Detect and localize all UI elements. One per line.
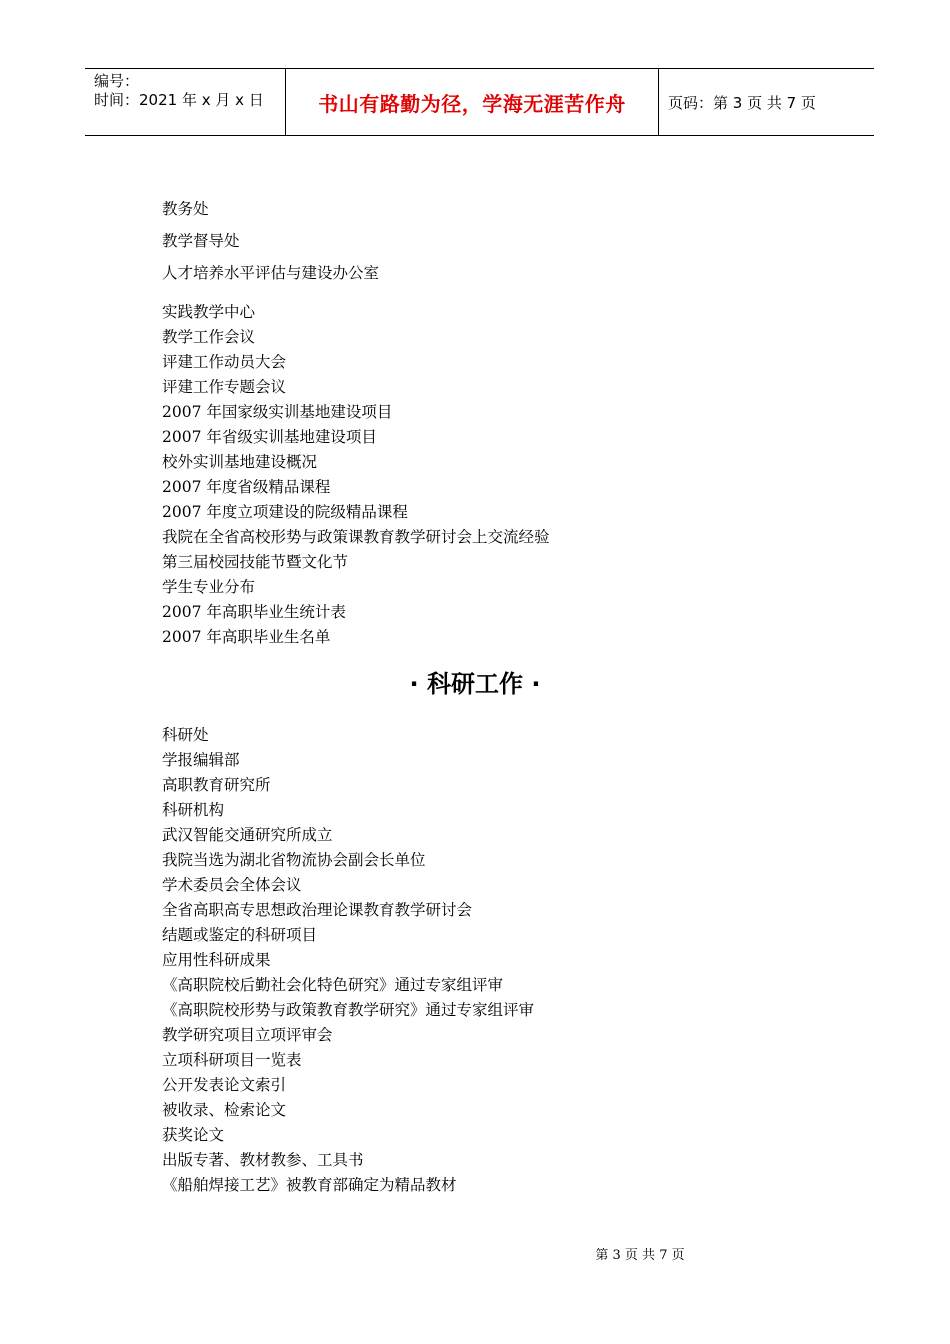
list-item: 2007 年度省级精品课程 (162, 478, 331, 496)
header-meta (85, 69, 286, 135)
list-item: 教学工作会议 (162, 328, 256, 346)
list-item: 获奖论文 (162, 1126, 225, 1144)
list-item: 2007 年高职毕业生统计表 (162, 603, 346, 621)
list-item: 2007 年省级实训基地建设项目 (162, 428, 377, 446)
list-item: 《高职院校后勤社会化特色研究》通过专家组评审 (162, 976, 504, 994)
section-title-research: · 科研工作 · (409, 670, 541, 698)
list-item: 2007 年高职毕业生名单 (162, 628, 331, 646)
list-item: 武汉智能交通研究所成立 (162, 826, 333, 844)
header-page-info: 页码：第 3 页 共 7 页 (668, 93, 816, 112)
list-item: 人才培养水平评估与建设办公室 (162, 264, 380, 282)
list-item: 被收录、检索论文 (162, 1101, 287, 1119)
page-footer: 第 3 页 共 7 页 (595, 1248, 685, 1263)
list-item: 2007 年度立项建设的院级精品课程 (162, 503, 408, 521)
list-item: 科研机构 (162, 801, 225, 819)
list-item: 我院当选为湖北省物流协会副会长单位 (162, 851, 426, 869)
list-item: 教学督导处 (162, 232, 240, 250)
list-item: 公开发表论文索引 (162, 1076, 287, 1094)
list-item: 《船舶焊接工艺》被教育部确定为精品教材 (162, 1176, 457, 1194)
list-item: 全省高职高专思想政治理论课教育教学研讨会 (162, 901, 473, 919)
list-item: 应用性科研成果 (162, 951, 271, 969)
time-label: 时间：2021 年 x 月 x 日 (94, 91, 264, 109)
research-list (162, 723, 534, 1198)
list-item: 第三届校园技能节暨文化节 (162, 553, 349, 571)
list-item: 科研处 (162, 726, 209, 744)
header-motto: 书山有路勤为径，学海无涯苦作舟 (286, 69, 659, 135)
list-item: 实践教学中心 (162, 303, 256, 321)
list-item: 学术委员会全体会议 (162, 876, 302, 894)
list-item: 2007 年国家级实训基地建设项目 (162, 403, 393, 421)
page-header (85, 68, 874, 136)
list-item: 教学研究项目立项评审会 (162, 1026, 333, 1044)
list-item: 我院在全省高校形势与政策课教育教学研讨会上交流经验 (162, 528, 550, 546)
list-item: 结题或鉴定的科研项目 (162, 926, 318, 944)
number-label: 编号： (94, 72, 140, 90)
list-item: 学报编辑部 (162, 751, 240, 769)
list-item: 高职教育研究所 (162, 776, 271, 794)
list-item: 立项科研项目一览表 (162, 1051, 302, 1069)
list-item: 评建工作专题会议 (162, 378, 287, 396)
list-item: 《高职院校形势与政策教育教学研究》通过专家组评审 (162, 1001, 535, 1019)
list-item: 学生专业分布 (162, 578, 256, 596)
list-item: 评建工作动员大会 (162, 353, 287, 371)
teaching-list (162, 197, 550, 650)
list-item: 出版专著、教材教参、工具书 (162, 1151, 364, 1169)
list-item: 校外实训基地建设概况 (162, 453, 318, 471)
list-item: 教务处 (162, 200, 209, 218)
